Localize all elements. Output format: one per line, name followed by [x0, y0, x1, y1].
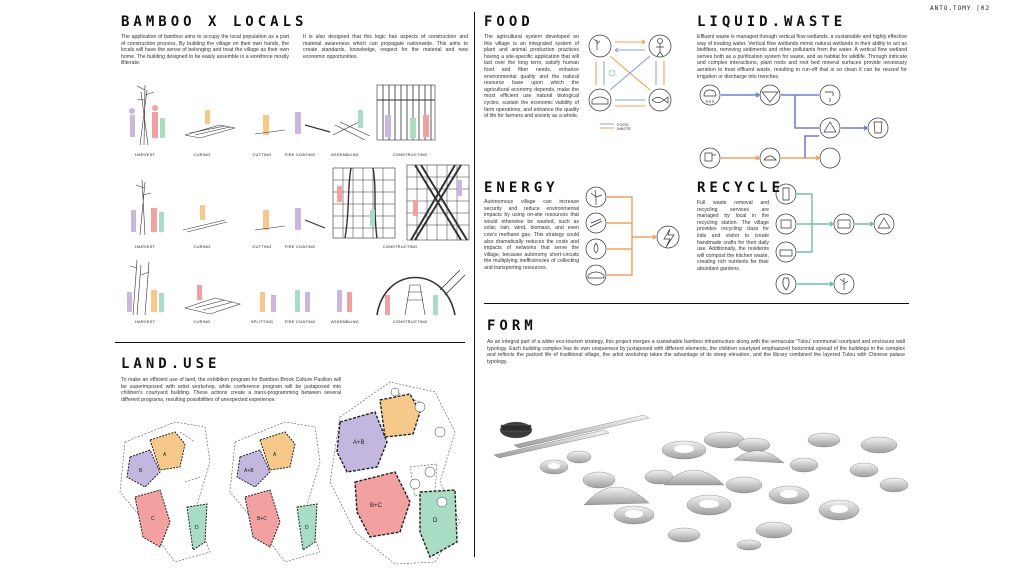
form-block-17: [880, 478, 908, 492]
form-block-16: [861, 437, 897, 453]
row2-cutting-figure: [255, 210, 285, 230]
energy-solar-icon: [586, 213, 606, 233]
map2-label-a: A: [273, 452, 277, 458]
row1-assembling-figure: [333, 110, 370, 140]
bamboo-text-left: The application of bamboo aims to occupy the local population as a part of construction process. By building the village on their own hands, the locals will have the sense of belonging and treat the village as their own home. The building designed to be easily assemble in a workforce mostly illiterate.: [121, 34, 290, 67]
energy-arrow-1: [607, 197, 632, 275]
row1-label-harvest: HARVEST: [134, 152, 156, 157]
form-mound-2: [664, 470, 724, 485]
energy-cow-icon: [586, 265, 606, 285]
vertical-divider: [474, 12, 475, 557]
lw-arrow-3: [795, 95, 819, 128]
recycle-text: Full waste removal and recycling services are managed by local in the recycling station. The village provides recycling class for kids and visitor to create handmade crafts for their daily use. Additionally, the residents will compost the kitchen waste, creating rich nutrients for their abundant gardens.: [697, 200, 769, 272]
row3-constructing-figure: [377, 270, 465, 315]
row2-label-curing: CURING: [193, 244, 211, 249]
row1-constructing-figure: [377, 85, 435, 140]
form-text: As an integral part of a wider eco-tourism strategy, this project merges a sustainable bamboo infrastructure along with the vernacular 'Tulou' communal courtyard and enclosure wall typology. Each building complex has its own uniqueness by juxtaposed with different elements, the children courtyard emphasized horizontal spread of the buildings in the complex and reflects the packed life of traditional village, the artist workshop takes the advantage of its steep elevation, and the library combined the layered Tulou with Chinese palace typology.: [487, 339, 905, 365]
recycle-can-icon: [776, 214, 796, 234]
row3-label-curing: CURING: [193, 319, 211, 324]
energy-rain-icon: [586, 239, 606, 259]
form-block-18: [756, 522, 792, 538]
map3-label-d: D: [433, 518, 438, 524]
map3-label-bc: B+C: [370, 503, 382, 509]
bamboo-text-right: It is also designed that this logic has aspects of construction and material awareness which can propagate nationwide. This aims to create standards, knowledge, respect for the material and new economic opportunities.: [303, 34, 468, 60]
row3-label-assembling: ASSEMBLING: [330, 319, 359, 324]
map2-label-bc: B+C: [257, 516, 267, 522]
map3-icon-1: [415, 402, 425, 412]
food-cycle-diagram: [582, 28, 682, 138]
row1-curing-figure: [185, 110, 235, 138]
lw-glass-icon: [868, 118, 888, 138]
recycle-apple-icon: [776, 274, 796, 294]
row1-label-fire-coating: FIRE COATING: [284, 152, 316, 157]
row3-label-constructing: CONSTRUCTING: [392, 319, 428, 324]
row3-harvest-figure: [127, 260, 164, 315]
map3-region-bc: [355, 472, 410, 537]
energy-bolt-icon: [657, 226, 679, 248]
row2-label-harvest: HARVEST: [134, 244, 156, 249]
recycle-title: RECYCLE: [697, 180, 785, 196]
liquid-waste-diagram: [690, 80, 905, 170]
row1-label-cutting: CUTTING: [252, 152, 272, 157]
horizontal-divider-right: [484, 303, 909, 304]
map3-icon-4: [410, 479, 420, 489]
row1-harvest-figure: [129, 85, 165, 145]
row3-splitting-figure: [260, 292, 276, 312]
energy-title: ENERGY: [484, 180, 559, 196]
map1-label-b: B: [139, 468, 143, 474]
map3-region-a-top: [380, 394, 420, 437]
form-block-20: [737, 540, 761, 550]
form-wall-2: [514, 415, 649, 448]
map2-label-ab: A+B: [244, 468, 254, 474]
form-block-15: [850, 463, 878, 477]
row2-label-constructing: CONSTRUCTING: [382, 244, 418, 249]
food-plant-icon: [589, 35, 611, 57]
recycle-bottle-icon: [776, 184, 796, 204]
row3-fire-figure: [295, 290, 310, 312]
row2-constructing-grid: [333, 168, 395, 238]
liquid-waste-title: LIQUID.WASTE: [697, 14, 847, 30]
form-block-2: [567, 451, 591, 463]
row3-assembling-figure: [337, 290, 352, 312]
energy-diagram: [582, 185, 682, 295]
row3-label-splitting: SPLITTING: [250, 319, 274, 324]
map3-label-ab: A+B: [353, 440, 365, 446]
lw-drain-icon: [820, 148, 840, 168]
food-text: The agricultural system developed on this village is an integrated system of plant and animal production practices having a site-specific application that will last over the long term, satisfy human food and fiber needs, enhance environmental quality and the natural resource base upon which the agricultural economy depends, make the most efficient use natural biological cycles, sustain the economic viability of farm operations, and enhance the quality of life for farmers and society as a whole.: [484, 34, 579, 120]
map3-icon-6: [391, 388, 399, 396]
row3-label-harvest: HARVEST: [134, 319, 156, 324]
recycle-diagram: [772, 180, 907, 300]
form-mound-3: [734, 451, 784, 463]
page-tag: ANTO.TOMY |02: [930, 5, 990, 12]
food-legend: [600, 122, 631, 131]
form-block-19: [668, 528, 700, 542]
form-title: FORM: [487, 318, 537, 334]
lw-waste-icon: [760, 148, 780, 168]
row1-label-constructing: CONSTRUCTING: [392, 152, 428, 157]
recycle-box-icon: [776, 242, 796, 262]
row2-label-fire-coating: FIRE COATING: [284, 244, 316, 249]
form-massing-model: [484, 385, 914, 560]
form-block-10: [726, 477, 762, 493]
map1-label-c: C: [151, 516, 155, 522]
row1-label-curing: CURING: [193, 152, 211, 157]
recycle-craft-icon: [834, 214, 854, 234]
map3-icon-5: [437, 497, 447, 507]
row1-label-assembling: ASSEMBLING: [330, 152, 359, 157]
food-legend-food: FOOD: [617, 122, 629, 127]
row2-curing-figure: [183, 205, 227, 232]
row2-constructing-x: [407, 165, 469, 240]
land-use-title: LAND.USE: [121, 356, 221, 372]
form-block-8: [738, 438, 770, 452]
row3-label-fire-coating: FIRE COATING: [284, 319, 316, 324]
liquid-waste-text: Effluent waste is managed through vertical flow wetlands, a sustainable and highly effective way of treating water. Vertical flow wetlands mimic natural wetlands in their ability to act as biofilters, removing sediments and other pollutants from the water. A vertical flow wetland serves both as a purification system for waste, and as habitat for wildlife. Through intricate and complex interactions, plant roots and root bed mineral surfaces provide necessary aeration to treat effluent waste, resulting in run-off that is so clean it can be reused for irrigation or discharge into trenches.: [697, 34, 907, 80]
form-mound-1: [584, 487, 649, 505]
recycle-arrow-1: [797, 194, 812, 252]
row1-cutting-figure: [255, 115, 285, 135]
lw-treatment-icon: [820, 118, 840, 138]
map2-label-d: D: [305, 525, 309, 531]
horizontal-divider-left: [115, 342, 465, 343]
row1-fire-figure: [295, 112, 330, 134]
form-block-12: [790, 458, 818, 472]
lw-toilet-icon: [700, 148, 720, 168]
land-use-maps: [115, 372, 470, 567]
map3-icon-2: [435, 427, 445, 437]
food-legend-waste: WASTE: [617, 126, 632, 131]
form-block-13: [808, 433, 840, 447]
form-block-3: [583, 472, 615, 488]
row3-curing-figure: [185, 285, 240, 314]
bamboo-title: BAMBOO X LOCALS: [121, 14, 308, 30]
food-title: FOOD: [484, 14, 534, 30]
land-use-text: To make an efficient use of land, the exhibition program for Bamboo Brook Culture Pavilion will be superimposed with artist workshop, while conference program will be juxtaposed into children's courtyard building. These actions create a trans-programming between several different programs, resulting possibilities of unexpected experience.: [121, 377, 341, 403]
bamboo-process-illustration: [115, 70, 470, 335]
map1-label-d: D: [195, 525, 199, 531]
row2-label-cutting: CUTTING: [252, 244, 272, 249]
map3-icon-3: [425, 467, 435, 477]
row2-harvest-figure: [131, 180, 164, 235]
energy-text: Autonomous village can increase security and reduce environmental impacts by using on-site resources that would otherwise be wasted, such as solar, rain, wind, biomass, and even cow's methane gas. This strategy could also dramatically reduces the costs and impacts of networks that serve the village, because autonomy short-circuits the multiplying inefficiencies of collecting and transporting resources.: [484, 199, 579, 271]
row2-fire-figure: [295, 208, 325, 230]
map1-label-a: A: [163, 452, 167, 458]
recycle-symbol-icon: [874, 214, 894, 234]
